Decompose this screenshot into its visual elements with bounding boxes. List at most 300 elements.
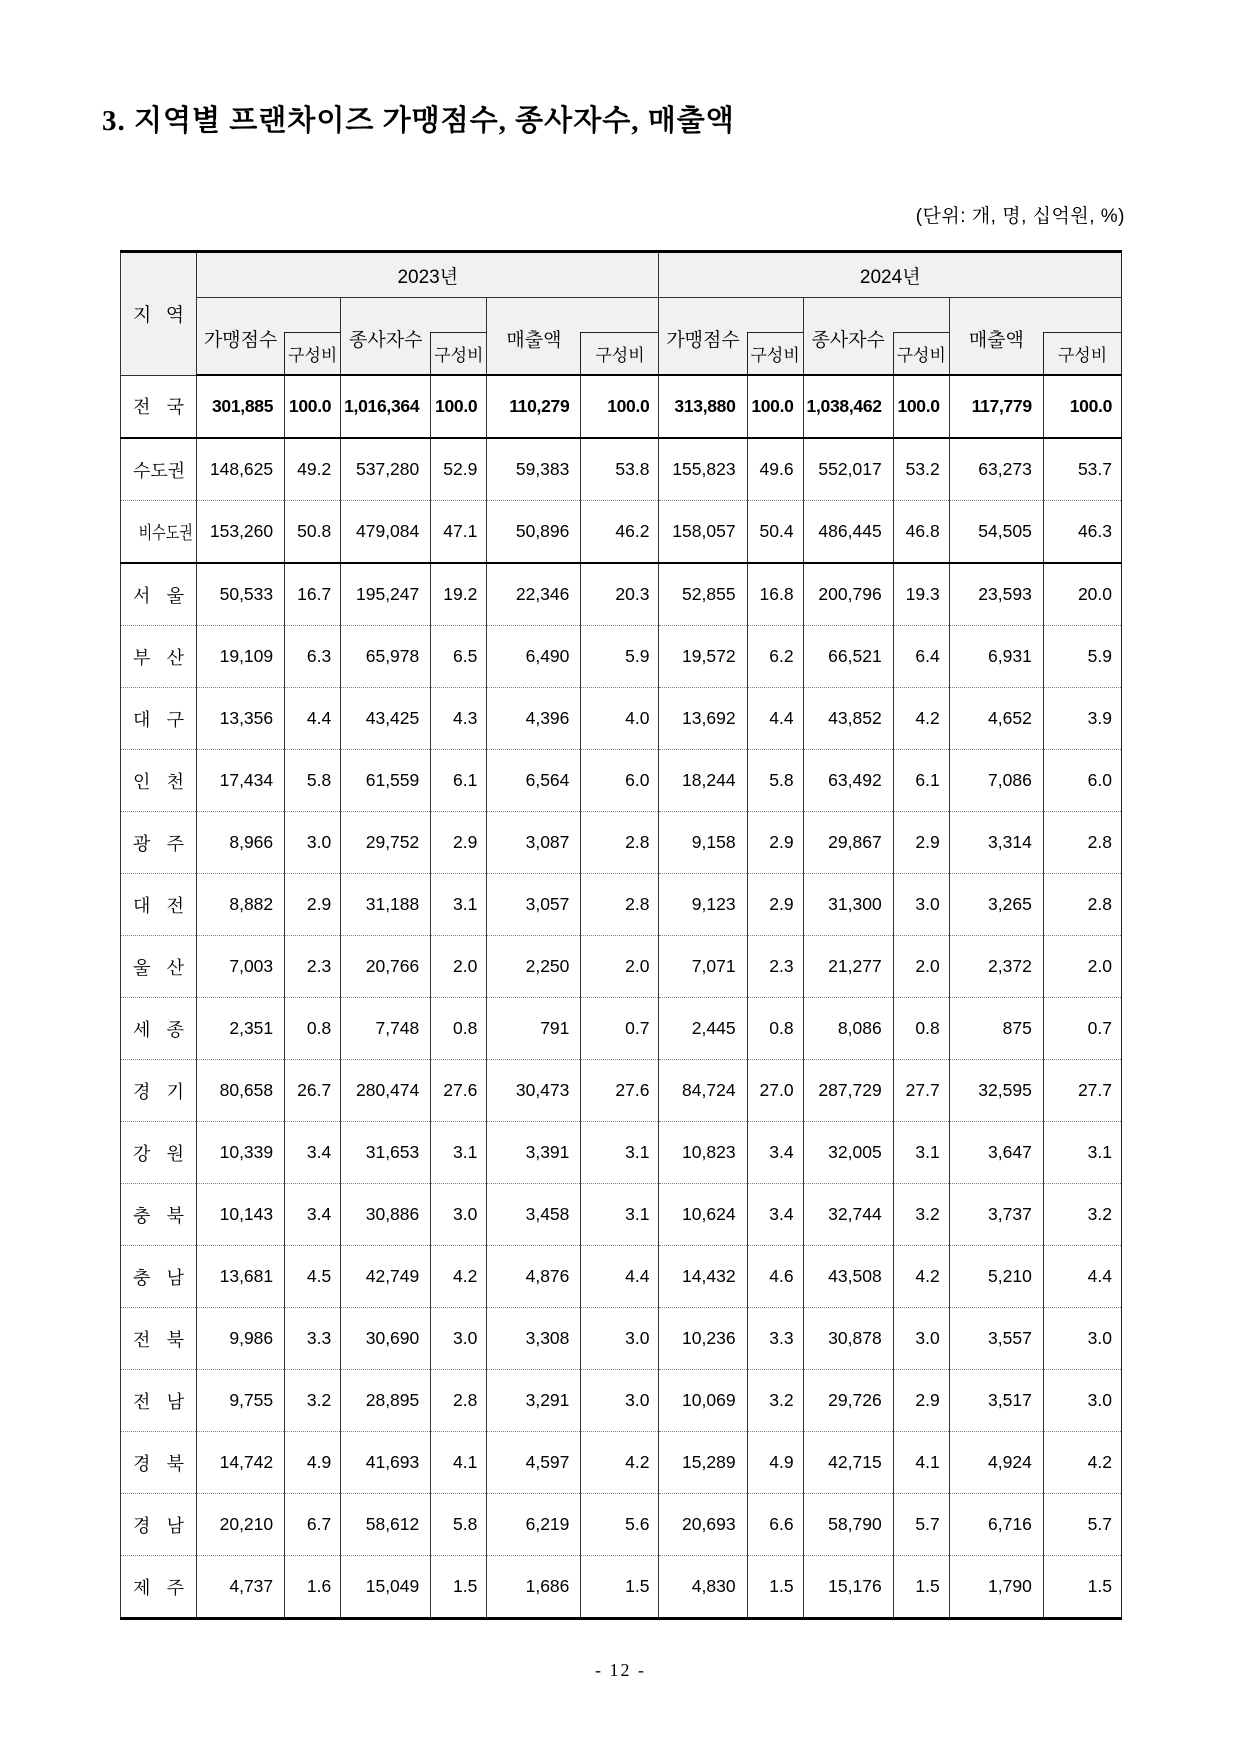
share-value: 2.8 (581, 874, 659, 936)
share-value: 3.1 (581, 1122, 659, 1184)
table-row (121, 1556, 1122, 1619)
share-value: 50.4 (747, 501, 803, 564)
metric-value: 3,517 (949, 1370, 1043, 1432)
metric-value: 54,505 (949, 501, 1043, 564)
metric-value: 31,653 (341, 1122, 431, 1184)
metric-value: 5,210 (949, 1246, 1043, 1308)
metric-value: 10,236 (659, 1308, 747, 1370)
table-row (121, 438, 1122, 501)
region-label: 경 남 (121, 1494, 197, 1556)
table-row (121, 501, 1122, 564)
share-value: 4.2 (1043, 1432, 1121, 1494)
share-value: 2.9 (893, 812, 949, 874)
metric-value: 8,966 (197, 812, 285, 874)
share-value: 3.0 (431, 1184, 487, 1246)
share-value: 3.1 (581, 1184, 659, 1246)
share-value: 53.8 (581, 438, 659, 501)
region-label: 경 북 (121, 1432, 197, 1494)
metric-value: 42,715 (803, 1432, 893, 1494)
share-value: 20.3 (581, 563, 659, 626)
share-value: 49.6 (747, 438, 803, 501)
region-label: 세 종 (121, 998, 197, 1060)
metric-value: 58,790 (803, 1494, 893, 1556)
metric-value: 52,855 (659, 563, 747, 626)
metric-value: 301,885 (197, 375, 285, 438)
share-value: 3.1 (1043, 1122, 1121, 1184)
share-value: 3.2 (1043, 1184, 1121, 1246)
share-value: 100.0 (431, 375, 487, 438)
table-row (121, 563, 1122, 626)
share-value: 2.0 (893, 936, 949, 998)
metric-value: 63,273 (949, 438, 1043, 501)
share-value: 52.9 (431, 438, 487, 501)
metric-value: 9,123 (659, 874, 747, 936)
metric-value: 84,724 (659, 1060, 747, 1122)
share-value: 2.3 (747, 936, 803, 998)
region-label: 인 천 (121, 750, 197, 812)
metric-value: 15,049 (341, 1556, 431, 1619)
region-label: 전 북 (121, 1308, 197, 1370)
share-subheader: 구성비 (430, 332, 487, 375)
share-value: 5.8 (747, 750, 803, 812)
share-value: 3.0 (431, 1308, 487, 1370)
metric-value: 6,716 (949, 1494, 1043, 1556)
metric-value: 1,038,462 (803, 375, 893, 438)
metric-value: 3,308 (487, 1308, 581, 1370)
metric-value: 43,508 (803, 1246, 893, 1308)
metric-value: 13,681 (197, 1246, 285, 1308)
share-value: 27.0 (747, 1060, 803, 1122)
metric-value: 4,396 (487, 688, 581, 750)
share-value: 3.4 (747, 1122, 803, 1184)
metric-value: 6,219 (487, 1494, 581, 1556)
share-value: 2.8 (1043, 874, 1121, 936)
metric-value: 1,686 (487, 1556, 581, 1619)
region-column-header: 지 역 (121, 252, 197, 376)
metric-value: 313,880 (659, 375, 747, 438)
metric-value: 20,766 (341, 936, 431, 998)
metric-value: 7,086 (949, 750, 1043, 812)
metric-value: 15,289 (659, 1432, 747, 1494)
region-statistics-table (120, 250, 1122, 1620)
share-value: 2.9 (747, 812, 803, 874)
metric-value: 9,158 (659, 812, 747, 874)
table-row (121, 1122, 1122, 1184)
metric-value: 9,986 (197, 1308, 285, 1370)
metric-value: 117,779 (949, 375, 1043, 438)
share-value: 100.0 (285, 375, 341, 438)
metric-value: 13,692 (659, 688, 747, 750)
metric-value: 148,625 (197, 438, 285, 501)
metric-value: 552,017 (803, 438, 893, 501)
metric-header-stores-2024: 가맹점수 구성비 (659, 298, 803, 376)
metric-value: 195,247 (341, 563, 431, 626)
page-number: - 12 - (595, 1660, 646, 1680)
table-row (121, 1308, 1122, 1370)
metric-value: 18,244 (659, 750, 747, 812)
table-row (121, 1184, 1122, 1246)
metric-value: 17,434 (197, 750, 285, 812)
metric-value: 155,823 (659, 438, 747, 501)
share-value: 4.3 (431, 688, 487, 750)
table-row (121, 998, 1122, 1060)
region-label: 대 전 (121, 874, 197, 936)
metric-value: 10,823 (659, 1122, 747, 1184)
metric-value: 4,597 (487, 1432, 581, 1494)
share-value: 6.0 (581, 750, 659, 812)
share-value: 4.9 (747, 1432, 803, 1494)
metric-value: 30,690 (341, 1308, 431, 1370)
metric-value: 61,559 (341, 750, 431, 812)
metric-value: 9,755 (197, 1370, 285, 1432)
metric-value: 6,931 (949, 626, 1043, 688)
metric-value: 875 (949, 998, 1043, 1060)
region-label: 광 주 (121, 812, 197, 874)
share-value: 3.4 (285, 1122, 341, 1184)
share-value: 2.8 (1043, 812, 1121, 874)
metric-value: 479,084 (341, 501, 431, 564)
metric-value: 8,882 (197, 874, 285, 936)
table-row (121, 375, 1122, 438)
share-value: 2.9 (893, 1370, 949, 1432)
share-value: 5.8 (285, 750, 341, 812)
metric-value: 65,978 (341, 626, 431, 688)
table-row (121, 1494, 1122, 1556)
region-label: 강 원 (121, 1122, 197, 1184)
metric-value: 23,593 (949, 563, 1043, 626)
share-value: 16.7 (285, 563, 341, 626)
metric-value: 22,346 (487, 563, 581, 626)
metric-value: 3,087 (487, 812, 581, 874)
table-row (121, 1060, 1122, 1122)
table-row (121, 1370, 1122, 1432)
metric-value: 3,458 (487, 1184, 581, 1246)
share-value: 4.9 (285, 1432, 341, 1494)
metric-value: 13,356 (197, 688, 285, 750)
share-value: 5.7 (893, 1494, 949, 1556)
share-value: 4.4 (747, 688, 803, 750)
share-value: 3.0 (581, 1370, 659, 1432)
share-value: 3.2 (893, 1184, 949, 1246)
metric-value: 66,521 (803, 626, 893, 688)
year-2024-header: 2024년 (659, 252, 1122, 298)
share-value: 0.8 (285, 998, 341, 1060)
metric-value: 58,612 (341, 1494, 431, 1556)
table-row (121, 626, 1122, 688)
share-value: 6.5 (431, 626, 487, 688)
metric-value: 537,280 (341, 438, 431, 501)
share-value: 3.2 (747, 1370, 803, 1432)
share-value: 3.0 (893, 1308, 949, 1370)
share-value: 2.0 (1043, 936, 1121, 998)
share-value: 100.0 (581, 375, 659, 438)
share-value: 4.2 (893, 688, 949, 750)
metric-value: 42,749 (341, 1246, 431, 1308)
share-value: 3.0 (285, 812, 341, 874)
share-value: 1.5 (747, 1556, 803, 1619)
metric-value: 15,176 (803, 1556, 893, 1619)
share-value: 0.7 (1043, 998, 1121, 1060)
share-value: 2.0 (431, 936, 487, 998)
share-value: 1.5 (581, 1556, 659, 1619)
region-label: 서 울 (121, 563, 197, 626)
metric-value: 280,474 (341, 1060, 431, 1122)
metric-value: 6,564 (487, 750, 581, 812)
unit-note: (단위: 개, 명, 십억원, %) (915, 206, 1125, 227)
share-value: 3.9 (1043, 688, 1121, 750)
metric-value: 3,647 (949, 1122, 1043, 1184)
share-value: 5.9 (1043, 626, 1121, 688)
share-value: 2.8 (581, 812, 659, 874)
metric-header-workers-2023: 종사자수 구성비 (341, 298, 487, 376)
share-value: 2.9 (285, 874, 341, 936)
year-2023-header: 2023년 (197, 252, 659, 298)
share-value: 2.0 (581, 936, 659, 998)
metric-value: 486,445 (803, 501, 893, 564)
metric-value: 4,830 (659, 1556, 747, 1619)
share-value: 3.4 (285, 1184, 341, 1246)
share-value: 4.4 (1043, 1246, 1121, 1308)
share-value: 4.1 (893, 1432, 949, 1494)
region-label: 부 산 (121, 626, 197, 688)
share-value: 6.4 (893, 626, 949, 688)
share-value: 6.0 (1043, 750, 1121, 812)
metric-value: 7,071 (659, 936, 747, 998)
share-value: 27.7 (893, 1060, 949, 1122)
table-body (121, 375, 1122, 1619)
share-value: 4.4 (285, 688, 341, 750)
region-label: 전 남 (121, 1370, 197, 1432)
share-value: 5.6 (581, 1494, 659, 1556)
metric-value: 14,432 (659, 1246, 747, 1308)
share-value: 20.0 (1043, 563, 1121, 626)
share-value: 0.8 (431, 998, 487, 1060)
share-value: 27.6 (581, 1060, 659, 1122)
metric-value: 41,693 (341, 1432, 431, 1494)
share-value: 3.4 (747, 1184, 803, 1246)
share-value: 3.0 (581, 1308, 659, 1370)
metric-value: 32,595 (949, 1060, 1043, 1122)
share-value: 0.8 (747, 998, 803, 1060)
share-value: 50.8 (285, 501, 341, 564)
share-value: 100.0 (893, 375, 949, 438)
share-subheader: 구성비 (747, 332, 804, 375)
metric-value: 59,383 (487, 438, 581, 501)
metric-value: 4,924 (949, 1432, 1043, 1494)
share-value: 3.1 (431, 1122, 487, 1184)
share-value: 0.8 (893, 998, 949, 1060)
metric-value: 43,852 (803, 688, 893, 750)
share-value: 6.2 (747, 626, 803, 688)
share-value: 2.9 (431, 812, 487, 874)
share-value: 53.2 (893, 438, 949, 501)
metric-value: 19,572 (659, 626, 747, 688)
share-value: 19.3 (893, 563, 949, 626)
metric-value: 30,473 (487, 1060, 581, 1122)
metric-value: 110,279 (487, 375, 581, 438)
region-label: 제 주 (121, 1556, 197, 1619)
share-value: 46.3 (1043, 501, 1121, 564)
metric-value: 158,057 (659, 501, 747, 564)
share-value: 100.0 (747, 375, 803, 438)
share-value: 4.4 (581, 1246, 659, 1308)
region-label: 대 구 (121, 688, 197, 750)
share-value: 26.7 (285, 1060, 341, 1122)
metric-value: 8,086 (803, 998, 893, 1060)
region-label: 충 북 (121, 1184, 197, 1246)
share-value: 4.5 (285, 1246, 341, 1308)
metric-value: 63,492 (803, 750, 893, 812)
metric-value: 30,878 (803, 1308, 893, 1370)
metric-value: 791 (487, 998, 581, 1060)
share-value: 4.2 (581, 1432, 659, 1494)
share-value: 6.7 (285, 1494, 341, 1556)
metric-value: 3,314 (949, 812, 1043, 874)
metric-value: 10,624 (659, 1184, 747, 1246)
metric-value: 1,790 (949, 1556, 1043, 1619)
metric-value: 3,291 (487, 1370, 581, 1432)
share-value: 100.0 (1043, 375, 1121, 438)
share-value: 49.2 (285, 438, 341, 501)
metric-value: 2,372 (949, 936, 1043, 998)
metric-value: 29,752 (341, 812, 431, 874)
share-subheader: 구성비 (893, 332, 950, 375)
metric-value: 4,652 (949, 688, 1043, 750)
page-title: 3. 지역별 프랜차이즈 가맹점수, 종사자수, 매출액 (102, 105, 735, 137)
share-value: 46.2 (581, 501, 659, 564)
table-row (121, 1432, 1122, 1494)
share-value: 2.8 (431, 1370, 487, 1432)
share-value: 6.3 (285, 626, 341, 688)
metric-value: 28,895 (341, 1370, 431, 1432)
share-value: 47.1 (431, 501, 487, 564)
share-value: 0.7 (581, 998, 659, 1060)
metric-header-workers-2024: 종사자수 구성비 (803, 298, 949, 376)
share-value: 1.5 (431, 1556, 487, 1619)
metric-value: 14,742 (197, 1432, 285, 1494)
metric-header-stores-2023: 가맹점수 구성비 (197, 298, 341, 376)
metric-value: 3,737 (949, 1184, 1043, 1246)
share-value: 27.6 (431, 1060, 487, 1122)
metric-value: 1,016,364 (341, 375, 431, 438)
table-row (121, 750, 1122, 812)
metric-value: 30,886 (341, 1184, 431, 1246)
metric-value: 80,658 (197, 1060, 285, 1122)
metric-value: 3,391 (487, 1122, 581, 1184)
region-label: 경 기 (121, 1060, 197, 1122)
metric-value: 287,729 (803, 1060, 893, 1122)
metric-value: 3,265 (949, 874, 1043, 936)
metric-value: 19,109 (197, 626, 285, 688)
table-header-metrics (121, 298, 1122, 376)
share-value: 5.7 (1043, 1494, 1121, 1556)
share-value: 4.1 (431, 1432, 487, 1494)
metric-value: 10,339 (197, 1122, 285, 1184)
region-label: 울 산 (121, 936, 197, 998)
share-value: 3.3 (747, 1308, 803, 1370)
share-value: 4.0 (581, 688, 659, 750)
metric-value: 32,744 (803, 1184, 893, 1246)
metric-value: 2,445 (659, 998, 747, 1060)
share-value: 3.0 (1043, 1308, 1121, 1370)
share-value: 6.6 (747, 1494, 803, 1556)
metric-value: 50,533 (197, 563, 285, 626)
share-subheader: 구성비 (1043, 332, 1122, 375)
table-row (121, 812, 1122, 874)
share-value: 19.2 (431, 563, 487, 626)
metric-value: 3,557 (949, 1308, 1043, 1370)
share-value: 3.0 (893, 874, 949, 936)
share-subheader: 구성비 (580, 332, 659, 375)
share-value: 2.3 (285, 936, 341, 998)
metric-value: 4,876 (487, 1246, 581, 1308)
table-header-years (121, 252, 1122, 298)
metric-value: 7,003 (197, 936, 285, 998)
region-label: 충 남 (121, 1246, 197, 1308)
share-value: 27.7 (1043, 1060, 1121, 1122)
metric-value: 10,069 (659, 1370, 747, 1432)
metric-value: 29,726 (803, 1370, 893, 1432)
metric-value: 21,277 (803, 936, 893, 998)
metric-value: 31,188 (341, 874, 431, 936)
share-value: 1.5 (893, 1556, 949, 1619)
table-row (121, 688, 1122, 750)
metric-value: 10,143 (197, 1184, 285, 1246)
table-row (121, 1246, 1122, 1308)
share-value: 6.1 (893, 750, 949, 812)
metric-header-sales-2024: 매출액 구성비 (949, 298, 1121, 376)
share-value: 2.9 (747, 874, 803, 936)
metric-value: 4,737 (197, 1556, 285, 1619)
share-value: 1.6 (285, 1556, 341, 1619)
share-value: 6.1 (431, 750, 487, 812)
metric-value: 3,057 (487, 874, 581, 936)
metric-value: 20,693 (659, 1494, 747, 1556)
share-value: 3.1 (893, 1122, 949, 1184)
share-value: 3.3 (285, 1308, 341, 1370)
share-value: 5.8 (431, 1494, 487, 1556)
metric-value: 43,425 (341, 688, 431, 750)
metric-value: 6,490 (487, 626, 581, 688)
share-value: 46.8 (893, 501, 949, 564)
share-value: 3.1 (431, 874, 487, 936)
share-value: 53.7 (1043, 438, 1121, 501)
metric-value: 29,867 (803, 812, 893, 874)
share-value: 16.8 (747, 563, 803, 626)
metric-value: 32,005 (803, 1122, 893, 1184)
share-value: 4.6 (747, 1246, 803, 1308)
metric-value: 31,300 (803, 874, 893, 936)
share-value: 3.0 (1043, 1370, 1121, 1432)
share-value: 4.2 (431, 1246, 487, 1308)
metric-value: 20,210 (197, 1494, 285, 1556)
table-row (121, 874, 1122, 936)
metric-value: 7,748 (341, 998, 431, 1060)
metric-value: 50,896 (487, 501, 581, 564)
share-value: 4.2 (893, 1246, 949, 1308)
share-value: 1.5 (1043, 1556, 1121, 1619)
share-value: 3.2 (285, 1370, 341, 1432)
region-label: 전 국 (121, 375, 197, 438)
table-row (121, 936, 1122, 998)
region-label: 비수도권 (121, 501, 197, 564)
metric-value: 2,351 (197, 998, 285, 1060)
metric-value: 2,250 (487, 936, 581, 998)
share-subheader: 구성비 (284, 332, 341, 375)
region-label: 수도권 (121, 438, 197, 501)
metric-value: 153,260 (197, 501, 285, 564)
metric-value: 200,796 (803, 563, 893, 626)
